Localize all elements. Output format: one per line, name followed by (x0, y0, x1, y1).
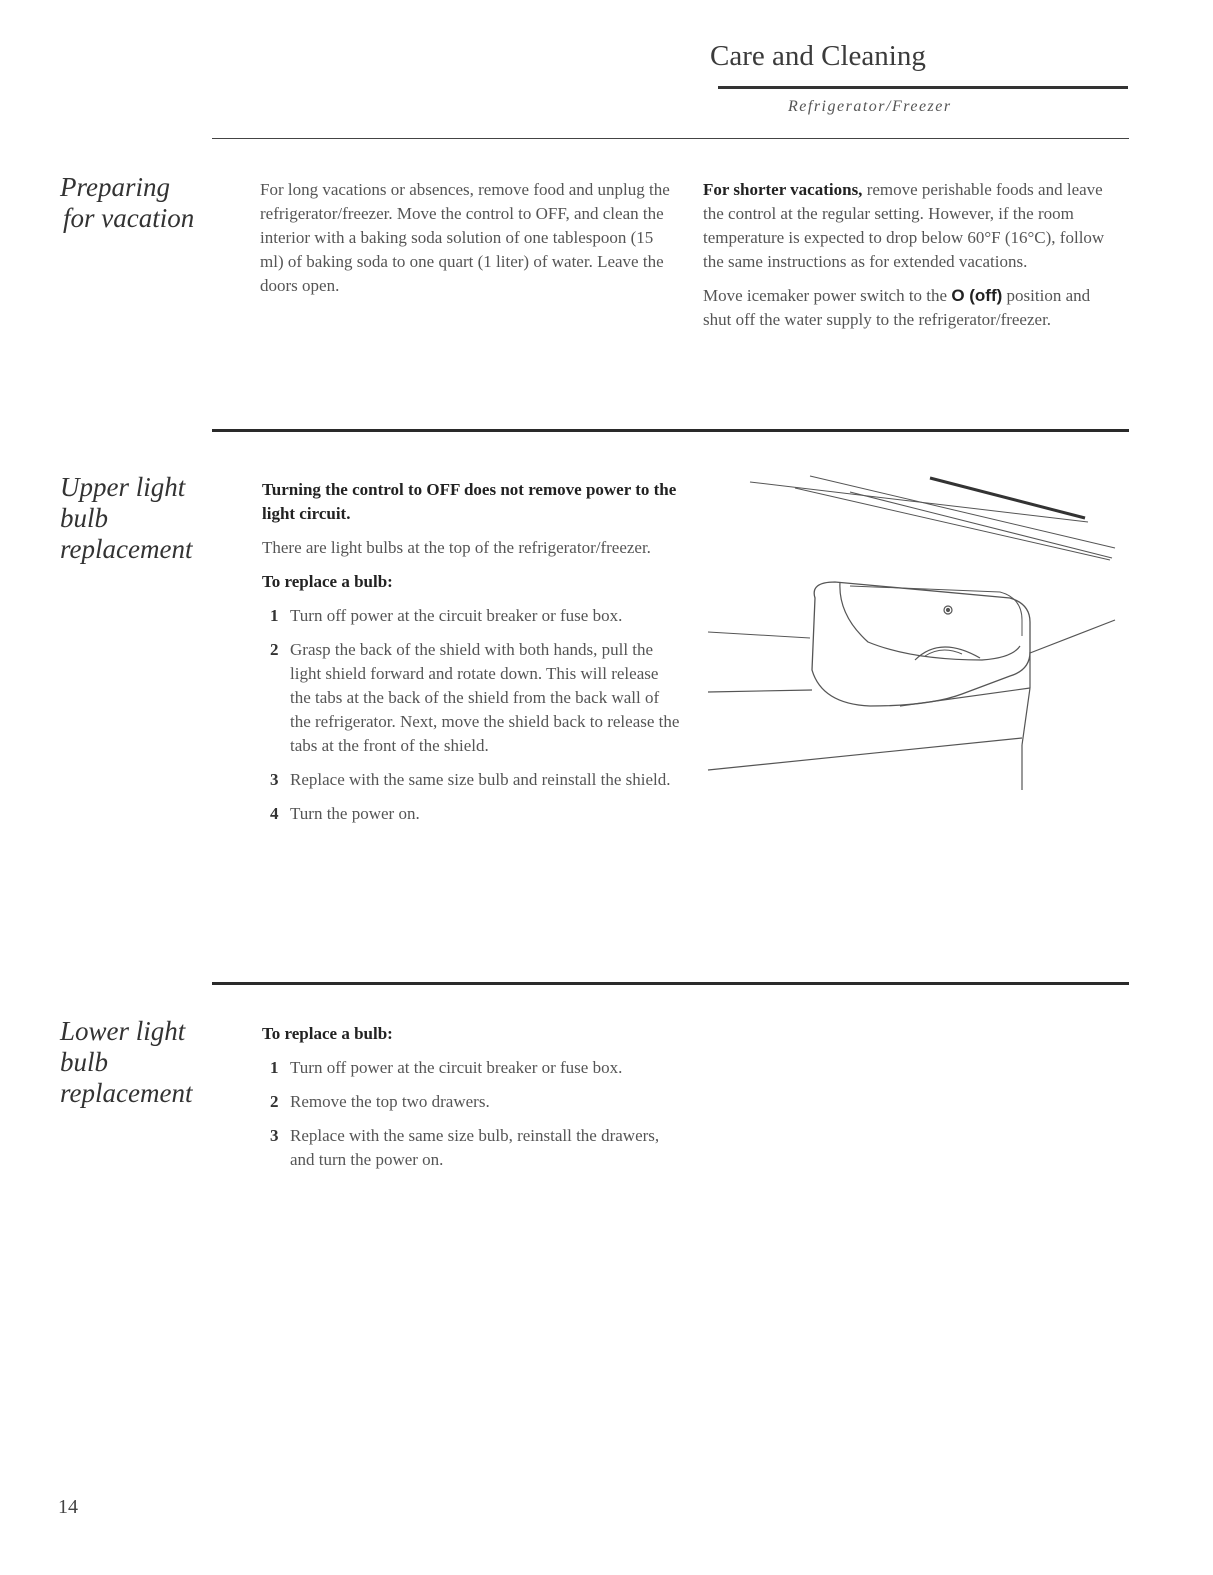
section-title-line: replacement (60, 1078, 193, 1108)
section-title-lower (60, 1016, 192, 1109)
vacation-long-paragraph: For long vacations or absences, remove food and unplug the refrigerator/freezer. Move the control to OFF, and clean the interior with a baking soda solution of one tablespoon (15 ml) of baking soda to one quart (1 liter) of water. Leave the doors open. (260, 180, 670, 295)
page-title: Care and Cleaning (710, 40, 926, 72)
step-number: 1 (270, 606, 279, 625)
icemaker-paragraph (703, 284, 1113, 332)
step-number: 4 (270, 804, 279, 823)
list-item (262, 604, 682, 628)
lower-content (262, 1022, 682, 1182)
upper-intro: There are light bulbs at the top of the refrigerator/freezer. (262, 538, 651, 557)
list-item (262, 802, 682, 826)
section-title-line: bulb (60, 503, 109, 533)
step-text: Turn off power at the circuit breaker or fuse box. (290, 1058, 623, 1077)
step-text: Replace with the same size bulb and reinstall the shield. (290, 770, 671, 789)
vacation-long-text (260, 178, 680, 308)
lower-steps-list (262, 1056, 682, 1172)
vacation-short-label: For shorter vacations, (703, 180, 863, 199)
upper-content (262, 478, 682, 836)
section-title-vacation (60, 172, 194, 234)
step-number: 2 (270, 640, 279, 659)
section-title-line: Lower light (60, 1016, 186, 1046)
step-text: Turn off power at the circuit breaker or fuse box. (290, 606, 623, 625)
section-title-line: for vacation (63, 203, 195, 233)
list-item (262, 638, 682, 758)
step-text: Turn the power on. (290, 804, 420, 823)
section-title-line: Preparing (60, 172, 170, 202)
section-title-line: replacement (60, 534, 193, 564)
section-title-upper (60, 472, 192, 565)
icemaker-text-pre: Move icemaker power switch to the (703, 286, 952, 305)
page-number: 14 (58, 1496, 78, 1518)
section-divider (212, 429, 1129, 432)
step-text: Replace with the same size bulb, reinstall the drawers, and turn the power on. (290, 1126, 660, 1169)
list-item (262, 1124, 682, 1172)
icemaker-text-post: position and shut off the water supply to the refrigerator/freezer. (703, 286, 1091, 329)
section-title-line: bulb (60, 1047, 109, 1077)
list-item (262, 1056, 682, 1080)
section-title-line: Upper light (60, 472, 186, 502)
header-divider (212, 138, 1129, 139)
lower-steps-heading: To replace a bulb: (262, 1024, 393, 1043)
step-number: 2 (270, 1092, 279, 1111)
list-item (262, 768, 682, 792)
header-rule (718, 86, 1128, 89)
vacation-short-body: remove perishable foods and leave the control at the regular setting. However, if the room temperature is expected to drop below 60°F (16°C), follow the same instructions as for extended vacations. (703, 180, 1105, 271)
step-text: Remove the top two drawers. (290, 1092, 490, 1111)
step-text: Grasp the back of the shield with both hands, pull the light shield forward and rotate down. This will release the tabs at the back of the shield from the back wall of the refrigerator. Next, move the shield back to release the tabs at the front of the shield. (290, 640, 680, 755)
page-subtitle: Refrigerator/Freezer (788, 98, 952, 115)
upper-steps-heading: To replace a bulb: (262, 572, 393, 591)
vacation-short-paragraph (703, 178, 1113, 274)
icemaker-off-label: O (off) (951, 286, 1003, 305)
vacation-short-text (703, 178, 1113, 342)
step-number: 1 (270, 1058, 279, 1077)
step-number: 3 (270, 1126, 279, 1145)
upper-steps-list (262, 604, 682, 826)
step-number: 3 (270, 770, 279, 789)
section-divider (212, 982, 1129, 985)
upper-warning: Turning the control to OFF does not remove power to the light circuit. (262, 480, 677, 523)
light-shield-illustration (700, 470, 1130, 800)
list-item (262, 1090, 682, 1114)
